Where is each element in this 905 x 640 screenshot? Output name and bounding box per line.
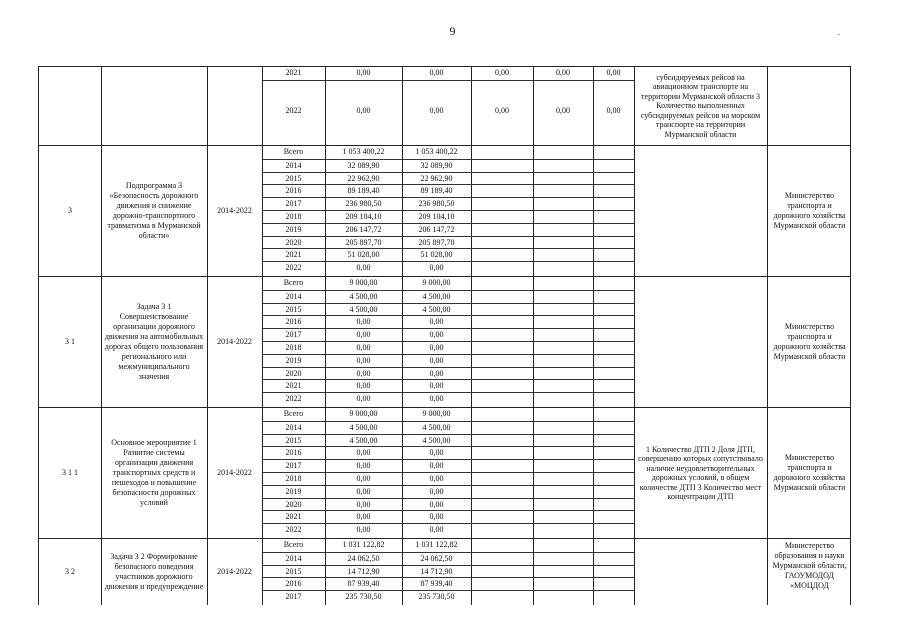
indicator-cell	[634, 277, 767, 407]
year-cell: 2015	[285, 304, 302, 314]
table-row	[262, 159, 634, 173]
year-cell: 2022	[285, 106, 302, 115]
value-cell: 206 147,72	[418, 224, 455, 234]
value-cell: 236 980,50	[418, 199, 455, 209]
table-row	[262, 523, 634, 537]
value-cell: 236 980,50	[345, 199, 382, 209]
value-cell: 0,00	[429, 394, 444, 404]
table-row	[262, 485, 634, 499]
year-cell: 2014	[285, 291, 302, 301]
value-cell: 4 500,00	[349, 291, 378, 301]
table-row	[262, 146, 634, 159]
value-cell: 4 500,00	[422, 435, 451, 445]
year-cell: 2019	[285, 355, 302, 365]
year-cell: 2015	[285, 435, 302, 445]
value-cell: 0,00	[356, 512, 371, 522]
section-number-cell: 3 1	[65, 337, 75, 346]
table-row	[262, 446, 634, 460]
value-cell: 32 089,90	[347, 160, 380, 170]
table-row	[262, 236, 634, 250]
section-number-cell: 3 1 1	[62, 468, 78, 477]
period-cell: 2014-2022	[217, 567, 252, 576]
value-cell: 0,00	[429, 499, 444, 509]
table-row	[262, 434, 634, 448]
value-cell: 89 189,40	[420, 186, 453, 196]
section-number-cell: 3	[68, 206, 72, 215]
value-cell: 0,00	[356, 525, 371, 535]
year-cell: 2016	[285, 579, 302, 589]
value-cell: 14 712,90	[347, 566, 380, 576]
value-cell: 209 104,10	[345, 212, 382, 221]
table-row	[262, 277, 634, 290]
table-row	[262, 498, 634, 512]
value-cell: 0,00	[429, 106, 444, 115]
table-row	[262, 392, 634, 406]
value-cell: 235 730,50	[345, 592, 382, 602]
value-cell: 0,00	[356, 343, 371, 352]
value-cell: 0,00	[429, 448, 444, 458]
corner-mark: .	[838, 28, 840, 37]
value-cell: 9 000,00	[422, 278, 451, 287]
value-cell: 51 028,00	[347, 250, 380, 260]
value-cell: 0,00	[556, 68, 570, 77]
value-cell: 24 062,50	[420, 553, 453, 563]
value-cell: 0,00	[356, 317, 371, 327]
table-row	[262, 539, 634, 552]
section-name-cell: Задача 3 2 Формирование безопасного поведения участников дорожного движения и предупреждение	[104, 552, 204, 591]
value-cell: 0,00	[606, 106, 621, 115]
table-section	[38, 145, 851, 276]
year-cell: 2018	[285, 474, 302, 483]
value-cell: 0,00	[356, 381, 371, 391]
value-cell: 0,00	[429, 381, 444, 391]
year-cell: 2016	[285, 448, 302, 458]
page-number: 9	[449, 24, 456, 38]
value-cell: 0,00	[356, 499, 371, 509]
executor-cell: Министерство транспорта и дорожного хозяйства Мурманской области	[773, 453, 846, 492]
table-section	[38, 538, 851, 605]
year-cell: 2018	[285, 212, 302, 221]
value-cell: 0,00	[556, 106, 570, 115]
year-cell: 2015	[285, 173, 302, 183]
value-cell: 0,00	[429, 68, 444, 77]
value-cell: 51 028,00	[420, 250, 453, 260]
table-row	[262, 552, 634, 566]
value-cell: 235 730,50	[418, 592, 455, 602]
value-cell: 0,00	[429, 343, 444, 352]
year-cell: 2018	[285, 343, 302, 352]
value-cell: 0,00	[356, 68, 371, 77]
value-cell: 32 089,90	[420, 160, 453, 170]
year-cell: 2015	[285, 566, 302, 576]
year-cell: Всего	[283, 278, 304, 287]
year-cell: 2020	[285, 499, 302, 509]
value-cell: 0,00	[356, 486, 371, 496]
value-cell: 0,00	[356, 263, 371, 273]
value-cell: 0,00	[356, 355, 371, 365]
year-cell: 2021	[285, 68, 302, 77]
value-cell: 4 500,00	[422, 291, 451, 301]
period-cell: 2014-2022	[217, 206, 252, 215]
table-row	[262, 315, 634, 329]
value-cell: 22 962,90	[420, 173, 453, 183]
value-cell: 9 000,00	[349, 278, 378, 287]
year-cell: 2014	[285, 553, 302, 563]
value-cell: 0,00	[356, 330, 371, 340]
indicator-cell: 1 Количество ДТП 2 Доля ДТП, совершению которых сопутствовало наличие неудовлетворительных дорожных условий, в общем количестве ДТП 3 Количество мест концентрации ДТП	[638, 444, 763, 501]
value-cell: 0,00	[356, 106, 371, 115]
table-row	[262, 341, 634, 355]
year-cell: 2022	[285, 263, 302, 273]
value-cell: 4 500,00	[349, 422, 378, 432]
table-row	[262, 577, 634, 591]
value-cell: 0,00	[429, 355, 444, 365]
table-row	[262, 472, 634, 486]
year-cell: 2019	[285, 486, 302, 496]
value-cell: 14 712,90	[420, 566, 453, 576]
table-row	[262, 290, 634, 304]
value-cell: 4 500,00	[349, 304, 378, 314]
value-cell: 4 500,00	[422, 422, 451, 432]
year-cell: 2021	[285, 381, 302, 391]
table-section	[38, 276, 851, 407]
executor-cell: Министерство образования и науки Мурманской области, ГАОУМОДОД «МОЦДОД	[772, 541, 847, 590]
value-cell: 0,00	[429, 486, 444, 496]
table-row	[262, 105, 634, 119]
table-row	[262, 354, 634, 368]
value-cell: 89 189,40	[347, 186, 380, 196]
value-cell: 0,00	[495, 106, 509, 115]
section-number-cell: 3 2	[65, 567, 75, 576]
indicator-cell	[634, 146, 767, 276]
value-cell: 205 897,70	[345, 237, 382, 247]
section-name-cell: Задача 3 1 Совершенствование организации дорожного движения на автомобильных дорогах общего пользования регионального или межмуниципального значения	[104, 302, 204, 381]
year-cell: 2019	[285, 224, 302, 234]
value-cell: 24 062,50	[347, 553, 380, 563]
value-cell: 4 500,00	[349, 435, 378, 445]
value-cell: 22 962,90	[347, 173, 380, 183]
executor-cell: Министерство транспорта и дорожного хозяйства Мурманской области	[773, 191, 846, 230]
year-cell: Всего	[283, 540, 304, 549]
budget-table	[38, 66, 851, 605]
value-cell: 87 939,40	[420, 579, 453, 589]
table-row	[262, 421, 634, 435]
value-cell: 0,00	[495, 68, 509, 77]
value-cell: 0,00	[356, 461, 371, 471]
year-cell: 2014	[285, 160, 302, 170]
value-cell: 0,00	[356, 368, 371, 378]
year-cell: 2022	[285, 394, 302, 404]
table-row	[262, 328, 634, 342]
period-cell: 2014-2022	[217, 468, 252, 477]
table-row	[262, 172, 634, 186]
value-cell: 0,00	[429, 474, 444, 483]
value-cell: 0,00	[429, 512, 444, 522]
value-cell: 0,00	[356, 394, 371, 404]
value-cell: 87 939,40	[347, 579, 380, 589]
indicator-cell: субсидируемых рейсов на авиационном транспорте на территории Мурманской области 3 Количество выполненных субсидируемых рейсов на морском транспорте на территории Мурманской области	[640, 72, 761, 139]
table-row	[262, 248, 634, 262]
table-row	[262, 184, 634, 198]
value-cell: 0,00	[429, 317, 444, 327]
continued-block	[38, 66, 851, 145]
table-row	[262, 565, 634, 579]
value-cell: 0,00	[429, 263, 444, 273]
year-cell: 2017	[285, 461, 302, 471]
table-row	[262, 590, 634, 604]
section-name-cell: Основное мероприятие 1 Развитие системы организации движения транспортных средств и пешеходов и повышение безопасности дорожных условий	[111, 438, 197, 507]
year-cell: 2017	[285, 592, 302, 602]
year-cell: 2017	[285, 199, 302, 209]
table-row	[262, 303, 634, 317]
value-cell: 0,00	[606, 68, 621, 77]
value-cell: 0,00	[429, 525, 444, 535]
year-cell: 2020	[285, 237, 302, 247]
year-cell: Всего	[283, 409, 304, 418]
year-cell: 2016	[285, 317, 302, 327]
table-row	[262, 261, 634, 275]
table-row	[262, 459, 634, 473]
year-cell: 2014	[285, 422, 302, 432]
value-cell: 209 104,10	[418, 212, 455, 221]
table-row	[262, 197, 634, 211]
year-cell: 2017	[285, 330, 302, 340]
table-row	[262, 379, 634, 393]
year-cell: Всего	[283, 147, 304, 156]
year-cell: 2020	[285, 368, 302, 378]
value-cell: 0,00	[429, 368, 444, 378]
year-cell: 2021	[285, 250, 302, 260]
year-cell: 2022	[285, 525, 302, 535]
value-cell: 0,00	[356, 474, 371, 483]
value-cell: 0,00	[429, 461, 444, 471]
value-cell: 0,00	[356, 448, 371, 458]
year-cell: 2016	[285, 186, 302, 196]
value-cell: 205 897,70	[418, 237, 455, 247]
table-row	[262, 510, 634, 524]
period-cell: 2014-2022	[217, 337, 252, 346]
executor-cell: Министерство транспорта и дорожного хозяйства Мурманской области	[773, 322, 846, 361]
table-row	[262, 367, 634, 381]
year-cell: 2021	[285, 512, 302, 522]
value-cell: 1 031 122,82	[342, 540, 385, 549]
indicator-cell	[634, 539, 767, 605]
value-cell: 1 031 122,82	[415, 540, 458, 549]
value-cell: 4 500,00	[422, 304, 451, 314]
table-row	[262, 210, 634, 224]
table-row	[262, 67, 634, 81]
section-name-cell: Подпрограмма 3 «Безопасность дорожного движения и снижение дорожно-транспортного травматизма в Мурманской области»	[107, 181, 201, 240]
value-cell: 1 053 400,22	[415, 147, 458, 156]
table-row	[262, 408, 634, 421]
table-section	[38, 407, 851, 538]
value-cell: 9 000,00	[349, 409, 378, 418]
value-cell: 9 000,00	[422, 409, 451, 418]
value-cell: 206 147,72	[345, 224, 382, 234]
table-row	[262, 223, 634, 237]
value-cell: 1 053 400,22	[342, 147, 385, 156]
value-cell: 0,00	[429, 330, 444, 340]
